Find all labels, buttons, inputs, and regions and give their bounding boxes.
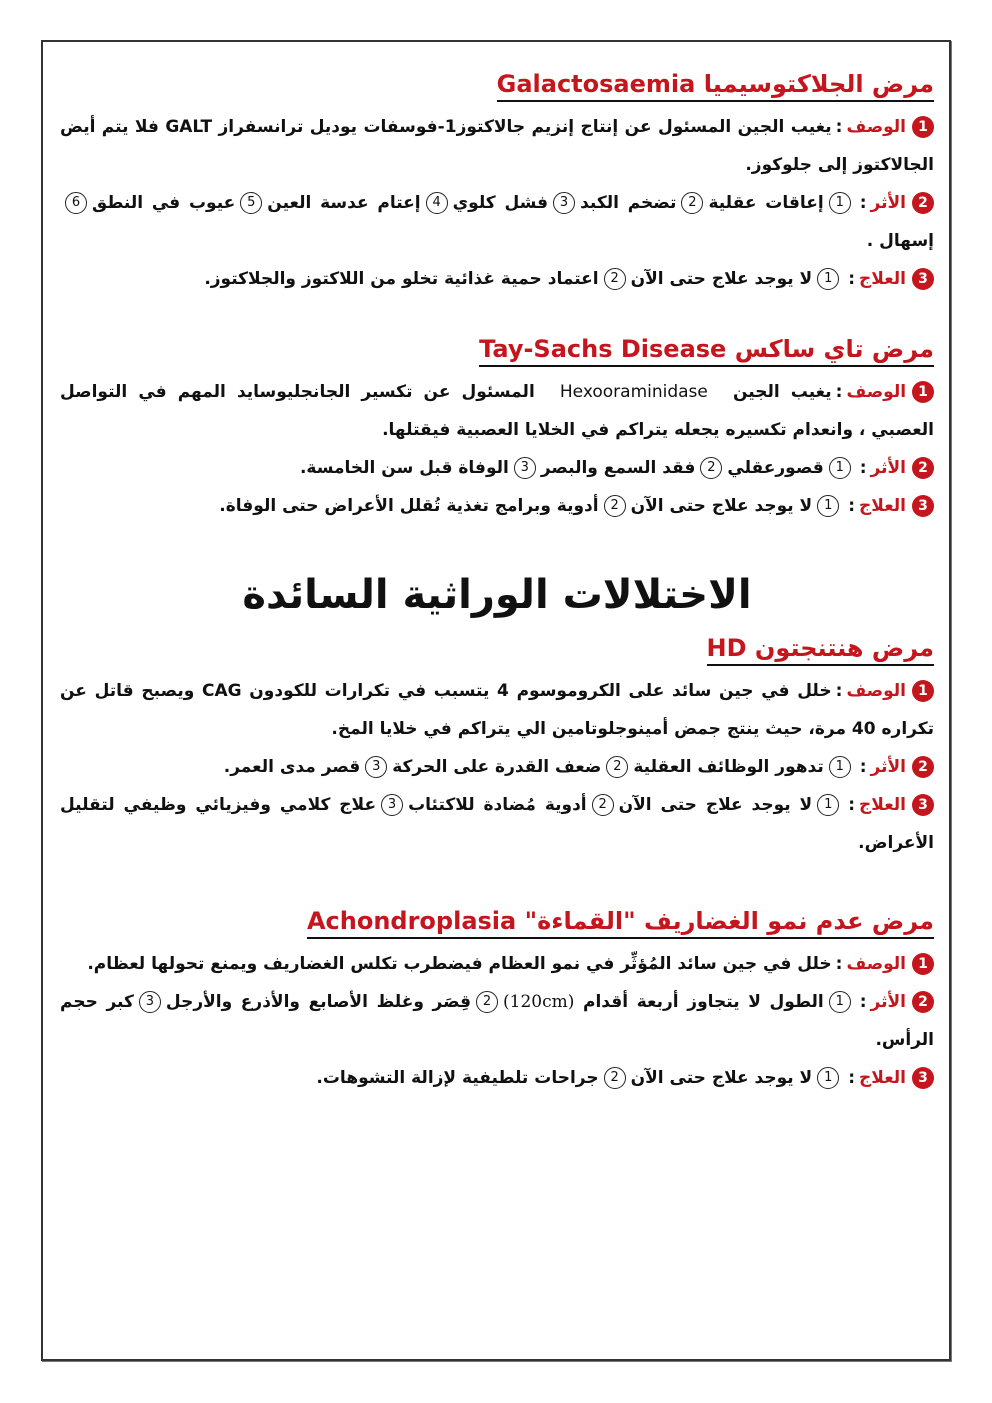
description-item: 1الوصف:خلل في جين سائد المُؤثِّر في نمو العظام فيضطرب تكلس الغضاريف ويمنع تحولها لعظام. [60,945,934,983]
description-item: 1الوصف:يغيب الجين المسئول عن إنتاج إنزيم جالاكتوز1-فوسفات يوديل ترانسفراز GALT فلا يتم أيض الجالاكتوز إلى جلوكوز. [60,117,934,175]
heading-arabic: مرض الجلاكتوسيميا [703,70,934,98]
number-1-icon: 1 [817,1067,839,1089]
heading-english: HD [706,634,747,662]
heading-arabic: مرض تاي ساكس [734,335,934,363]
bullet-3-icon: 3 [912,268,934,290]
bullet-3-icon: 3 [912,495,934,517]
treatment-label: العلاج [859,1068,906,1088]
section-heading [307,906,934,939]
treatment-item: 3العلاج:1لا يوجد علاج حتى الآن2اعتماد حمية غذائية تخلو من اللاكتوز والجلاكتوز. [60,260,934,298]
section-tay-sachs [60,334,934,525]
treatment-label: العلاج [859,496,906,516]
number-3-icon: 3 [139,991,161,1013]
height-unit: (120cm) [503,992,575,1012]
number-1-icon: 1 [829,991,851,1013]
treatment-item: 3العلاج:1لا يوجد علاج حتى الآن2جراحات تلطيفية لإزالة التشوهات. [60,1059,934,1097]
heading-english: Galactosaemia [496,70,696,98]
heading-english: Tay-Sachs Disease [479,335,727,363]
bullet-2-icon: 2 [912,457,934,479]
number-2-icon: 2 [606,756,628,778]
number-4-icon: 4 [426,192,448,214]
effect-item: 2الأثر:1إعاقات عقلية2تضخم الكبد3فشل كلوي4إعتام عدسة العين5عيوب في النطق6إسهال . [60,184,934,260]
number-3-icon: 3 [553,192,575,214]
bullet-2-icon: 2 [912,192,934,214]
description-label: الوصف [846,954,906,974]
description-item: 1الوصف:يغيب الجين Hexooraminidase المسئول عن تكسير الجانجليوسايد المهم في التواصل العصبي ، وانعدام تكسيره يجعله يتراكم في الخلايا العصبية فيقتلها. [60,382,934,440]
description-text: خلل في جين سائد على الكروموسوم 4 يتسبب في تكرارات للكودون CAG ويصبح قاتل عن تكراره 40 مرة، حيث ينتج جمض أمينوجلوتامين الي يتراكم في خلايا المخ. [60,681,934,739]
dominant-disorders-title: الاختلالات الوراثية السائدة [242,572,752,618]
description-label: الوصف [846,382,907,402]
description-text: خلل في جين سائد المُؤثِّر في نمو العظام فيضطرب تكلس الغضاريف ويمنع تحولها لعظام. [87,954,832,974]
document-content [60,60,934,1097]
treatment-label: العلاج [859,269,906,289]
enzyme-name: Hexooraminidase [559,382,708,402]
effect-label: الأثر [870,992,906,1012]
bullet-1-icon: 1 [912,680,934,702]
section-huntington [60,633,934,862]
number-3-icon: 3 [514,457,536,479]
number-6-icon: 6 [65,192,87,214]
number-2-icon: 2 [604,1067,626,1089]
treatment-label: العلاج [859,795,906,815]
number-2-icon: 2 [476,991,498,1013]
effect-item: 2الأثر:1الطول لا يتجاوز أربعة أقدام (120cm)2قِصَر وغلظ الأصابع والأذرع والأرجل3كبر حجم الرأس. [60,992,934,1050]
bullet-1-icon: 1 [912,381,934,403]
effect-label: الأثر [870,193,906,213]
effect-label: الأثر [870,757,906,777]
description-item: 1الوصف:خلل في جين سائد على الكروموسوم 4 يتسبب في تكرارات للكودون CAG ويصبح قاتل عن تكراره 40 مرة، حيث ينتج جمض أمينوجلوتامين الي يتراكم في خلايا المخ. [60,681,934,739]
number-1-icon: 1 [817,495,839,517]
section-heading [707,633,934,666]
bullet-3-icon: 3 [912,1067,934,1089]
section-achondroplasia [60,906,934,1097]
number-1-icon: 1 [829,457,851,479]
number-2-icon: 2 [604,495,626,517]
treatment-item: 3العلاج:1لا يوجد علاج حتى الآن2أدوية مُضادة للاكتئاب3علاج كلامي وفيزيائي وظيفي لتقليل الأعراض. [60,795,934,853]
bullet-1-icon: 1 [912,953,934,975]
treatment-item: 3العلاج:1لا يوجد علاج حتى الآن2أدوية وبرامج تغذية تُقلل الأعراض حتى الوفاة. [60,487,934,525]
description-label: الوصف [846,117,906,137]
number-2-icon: 2 [592,794,614,816]
section-heading [479,334,934,367]
number-5-icon: 5 [240,192,262,214]
number-3-icon: 3 [365,756,387,778]
number-2-icon: 2 [681,192,703,214]
effect-label: الأثر [870,458,906,478]
bullet-2-icon: 2 [912,991,934,1013]
description-text: يغيب الجين المسئول عن إنتاج إنزيم جالاكتوز1-فوسفات يوديل ترانسفراز GALT فلا يتم أيض الجالاكتوز إلى جلوكوز. [60,117,934,175]
number-2-icon: 2 [604,268,626,290]
bullet-3-icon: 3 [912,794,934,816]
effect-item: 2الأثر:1قصورعقلي2فقد السمع والبصر3الوفاة قبل سن الخامسة. [60,449,934,487]
number-1-icon: 1 [817,794,839,816]
description-label: الوصف [846,681,906,701]
heading-arabic: مرض عدم نمو الغضاريف "القماءة" [524,907,934,935]
number-1-icon: 1 [829,756,851,778]
heading-arabic: مرض هنتنجتون [754,634,934,662]
number-2-icon: 2 [700,457,722,479]
heading-english: Achondroplasia [306,907,517,935]
section-heading [497,69,934,102]
bullet-2-icon: 2 [912,756,934,778]
number-1-icon: 1 [829,192,851,214]
number-3-icon: 3 [381,794,403,816]
number-1-icon: 1 [817,268,839,290]
effect-item: 2الأثر:1تدهور الوظائف العقلية2ضعف القدرة على الحركة3قصر مدى العمر. [60,748,934,786]
section-galactosaemia [60,69,934,298]
bullet-1-icon: 1 [912,116,934,138]
